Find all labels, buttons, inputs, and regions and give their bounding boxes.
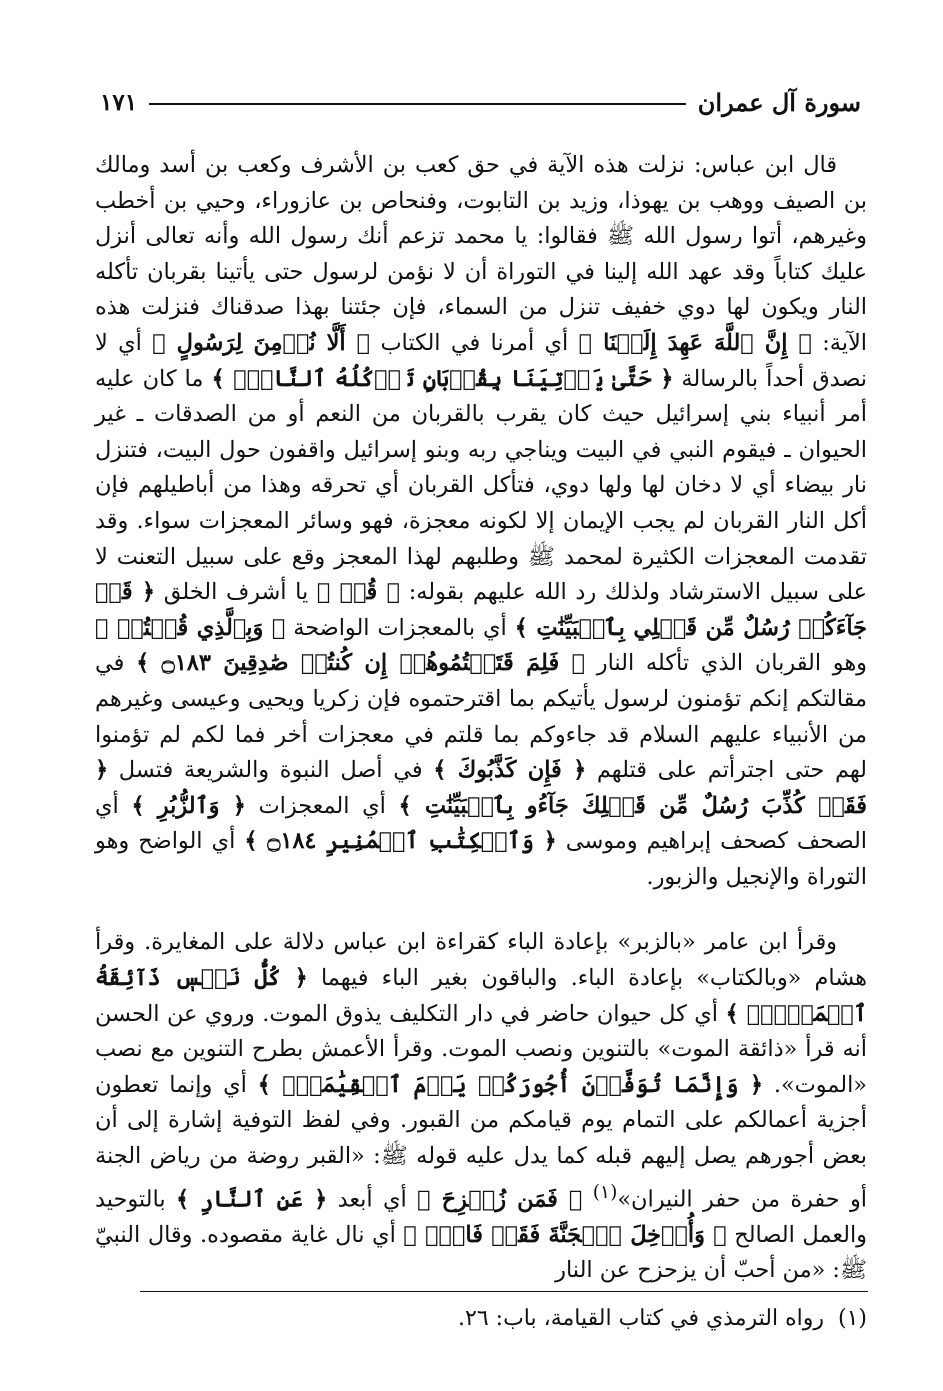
quran-quote: ﴿ فَإِن كَذَّبُوكَ ﴾ bbox=[433, 757, 587, 784]
quran-quote: ﴿ وَٱلۡكِتَٰبِ ٱلۡمُنِيرِ ۝١٨٤ ﴾ bbox=[244, 828, 557, 855]
quran-quote: ﴿ فَمَن زُحۡزِحَ ﴾ bbox=[417, 1186, 583, 1213]
quran-quote: ﴿ فَقَدۡ كُذِّبَ رُسُلٌ مِّن قَبۡلِكَ جَآءُو بِٱلۡبَيِّنَٰتِ ﴾ bbox=[95, 757, 867, 819]
commentary-text: في مقالتكم إنكم تؤمنون لرسول يأتيكم بما اقترحتموه فإن زكريا ويحيى وعيسى وغيرهم من الأنبياء عليهم السلام قد جاءوكم بما قلتم في معجزات أخر فما لكم لم تؤمنوا لهم حتى اجترأتم على قتلهم bbox=[95, 650, 867, 784]
commentary-text: في أصل النبوة والشريعة فتسل bbox=[108, 757, 434, 784]
quran-quote: ﴿ وَٱلزُّبُرِ ﴾ bbox=[131, 792, 246, 819]
commentary-text: أي كل حيوان حاضر في دار التكليف يذوق الموت. وروي عن الحسن أنه قرأ «ذائقة الموت» بالتنوين ونصب الموت. وقرأ الأعمش بطرح التنوين مع نصب «الموت». bbox=[95, 1000, 867, 1098]
tafsir-body bbox=[95, 148, 867, 1289]
header-rule bbox=[149, 103, 686, 105]
quran-quote: ﴿ قُلۡ ﴾ bbox=[316, 579, 401, 606]
commentary-text bbox=[582, 1186, 592, 1212]
quran-quote: ﴿ فَلِمَ قَتَلۡتُمُوهُمۡ إِن كُنتُمۡ صَٰدِقِينَ ۝١٨٣ ﴾ bbox=[136, 650, 586, 677]
commentary-text: بالتوحيد والعمل الصالح bbox=[95, 1186, 867, 1248]
commentary-text: أي نال غاية مقصوده. وقال النبيّ ﷺ: «من أحبّ أن يزحزح عن النار bbox=[95, 1221, 867, 1284]
commentary-text: أي الصحف كصحف إبراهيم وموسى bbox=[95, 792, 867, 855]
running-header bbox=[100, 84, 861, 120]
quran-quote: ﴿ حَتَّىٰ يَأۡتِيَنَا بِقُرۡبَانٍ تَأۡكُلُهُ ٱلنَّارُۗ ﴾ bbox=[211, 365, 674, 392]
commentary-text: أي بالمعجزات الواضحة bbox=[285, 614, 515, 641]
commentary-text: ما كان عليه أمر أنبياء بني إسرائيل حيث كان يقرب بالقربان من النعم أو من الصدقات ـ غير الحيوان ـ فيقوم النبي في البيت ويناجي ربه وبنو إسرائيل واقفون حول البيت، فتنزل نار بيضاء أي لا دخان لها ولها دوي، فتأكل القربان أي تحرقه وهذا من أباطيلهم فإن أكل النار القربان لم يجب الإيمان إلا لكونه معجزة، فهو وسائر المعجزات سواء. وقد تقدمت المعجزات الكثيرة لمحمد ﷺ وطلبهم لهذا المعجز وقع على سبيل التعنت لا على سبيل الاسترشاد ولذلك رد الله عليهم بقوله: bbox=[95, 365, 867, 606]
footnote-reference[interactable]: (١) bbox=[592, 1181, 618, 1203]
commentary-text: أي أبعد bbox=[327, 1186, 418, 1213]
quran-quote: ﴿ وَإِنَّمَا تُوَفَّوۡنَ أُجُورَكُمۡ يَوۡمَ ٱلۡقِيَٰمَةِۖ ﴾ bbox=[257, 1071, 764, 1098]
page-number: ١٧١ bbox=[100, 88, 138, 116]
commentary-text: قال ابن عباس: نزلت هذه الآية في حق كعب بن الأشرف وكعب بن أسد ومالك بن الصيف ووهب بن يهوذا، وزيد بن التابوت، وفنحاص بن عازوراء، وحيي بن أخطب وغيرهم، أتوا رسول الله ﷺ فقالوا: يا محمد تزعم أنك رسول الله وأنه تعالى أنزل عليك كتاباً وقد عهد الله إلينا في التوراة أن لا نؤمن لرسول حتى يأتينا بقربان تأكله النار ويكون لها دوي خفيف تنزل من السماء، فإن جئتنا بهذا صدقناك فنزلت هذه الآية: bbox=[95, 152, 868, 356]
commentary-text: أي المعجزات bbox=[245, 792, 399, 819]
footnotes bbox=[95, 1302, 867, 1336]
footnote-rule bbox=[140, 1291, 868, 1292]
commentary-text: أي وإنما تعطون أجزية أعمالكم على التمام يوم قيامكم من القبور. وفي لفظ التوفية إشارة إلى أن بعض أجورهم يصل إليهم قبله كما يدل عليه قوله ﷺ: «القبر روضة من رياض الجنة أو حفرة من حفر النيران» bbox=[95, 1071, 867, 1213]
commentary-paragraph-1 bbox=[95, 148, 867, 895]
quran-quote: ﴿ كُلُّ نَفۡسٖ ذَآئِقَةُ ٱلۡمَوۡتِۗ ﴾ bbox=[95, 965, 867, 1027]
quran-quote: ﴿ أَلَّا نُؤۡمِنَ لِرَسُولٍ ﴾ bbox=[152, 329, 371, 356]
footnote-marker: (١) bbox=[837, 1306, 867, 1331]
commentary-text: وقرأ ابن عامر «بالزبر» بإعادة الباء كقراءة ابن عباس دلالة على المغايرة. وقرأ هشام «وبالكتاب» بإعادة الباء. والباقون بغير الباء فيهما bbox=[95, 929, 867, 992]
quran-quote: ﴿ قَدۡ جَآءَكُمۡ رُسُلٌ مِّن قَبۡلِي بِٱلۡبَيِّنَٰتِ ﴾ bbox=[95, 579, 867, 641]
commentary-paragraph-2 bbox=[95, 925, 867, 1288]
commentary-text: وهو القربان الذي تأكله النار bbox=[585, 650, 867, 677]
quran-quote: ﴿ إِنَّ ٱللَّهَ عَهِدَ إِلَيۡنَا ﴾ bbox=[578, 329, 812, 356]
quran-quote: ﴿ عَنِ ٱلنَّارِ ﴾ bbox=[175, 1186, 328, 1213]
quran-quote: ﴿ وَبِٱلَّذِي قُلۡتُمۡ ﴾ bbox=[95, 614, 286, 641]
commentary-text: يا أشرف الخلق bbox=[155, 579, 317, 606]
commentary-text: أي الواضح وهو التوراة والإنجيل والزبور. bbox=[95, 828, 867, 890]
surah-title: سورة آل عمران bbox=[697, 87, 861, 117]
footnote-text: رواه الترمذي في كتاب القيامة، باب: ٢٦. bbox=[458, 1306, 824, 1331]
quran-quote: ﴿ وَأُدۡخِلَ ٱلۡجَنَّةَ فَقَدۡ فَازَۗ ﴾ bbox=[403, 1221, 727, 1248]
commentary-text: أي لا نصدق أحداً بالرسالة bbox=[95, 329, 867, 392]
commentary-text: أي أمرنا في الكتاب bbox=[370, 329, 579, 356]
